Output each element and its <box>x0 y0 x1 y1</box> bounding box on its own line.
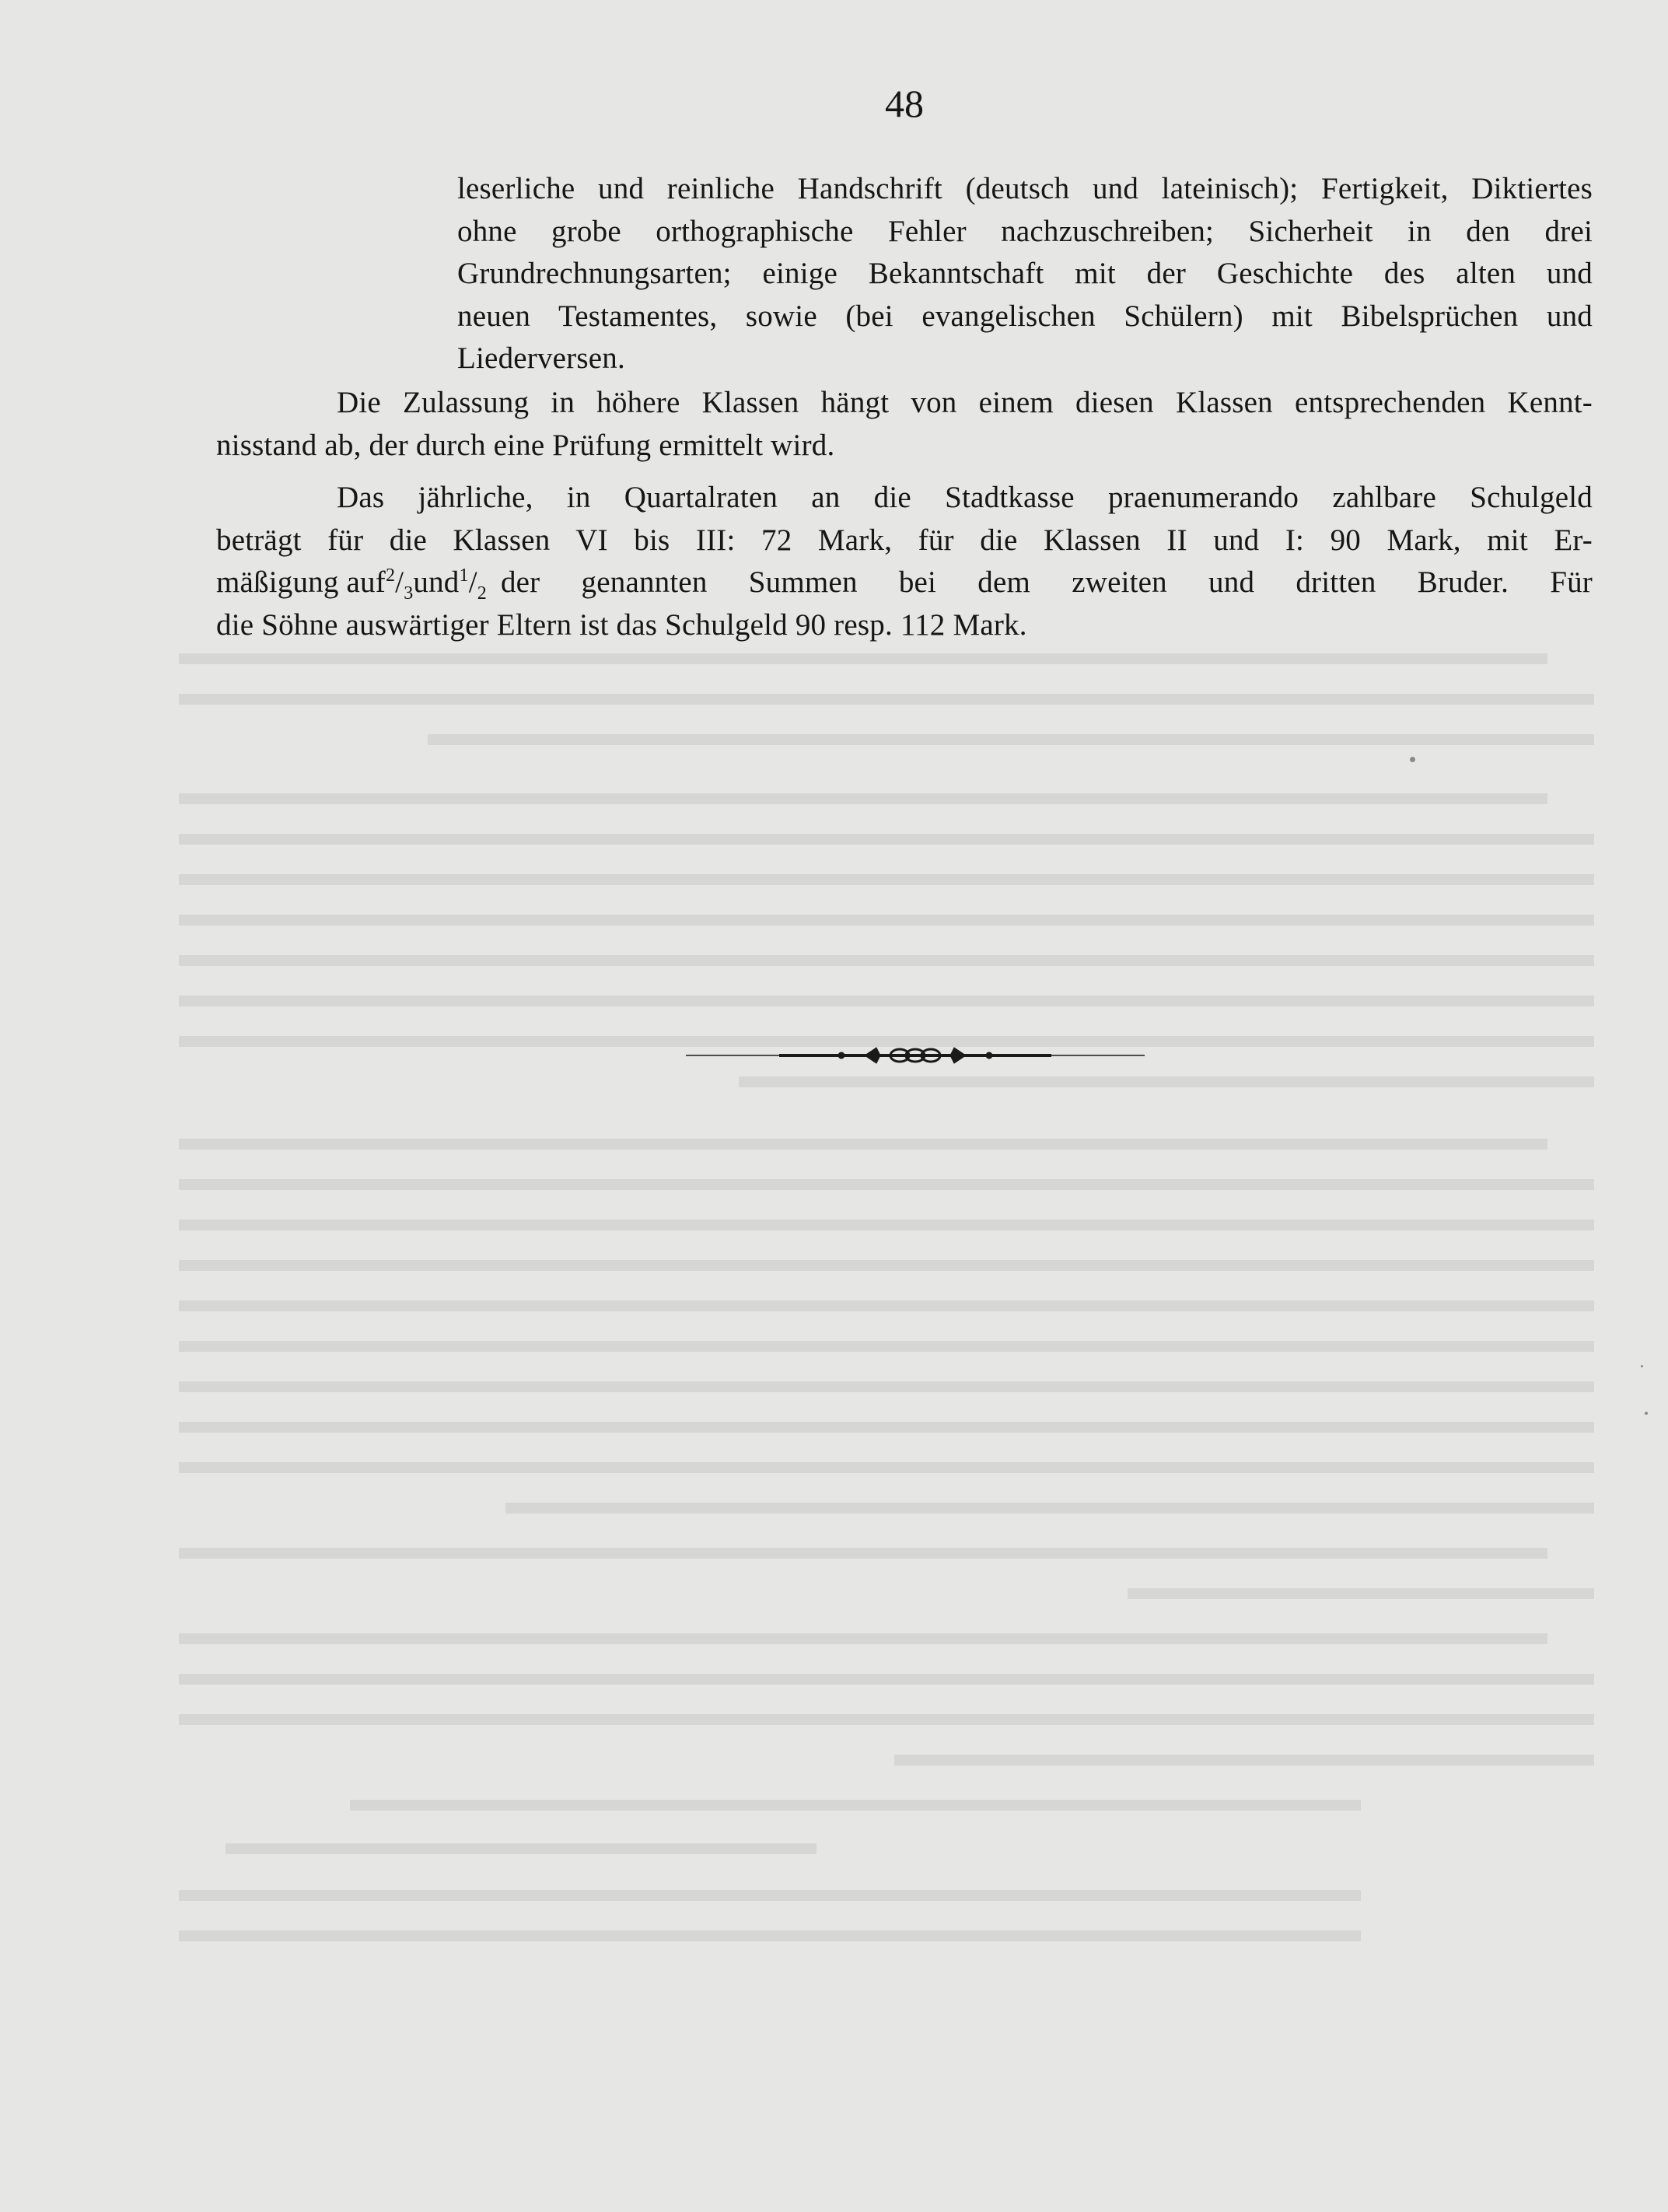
dust-speck <box>1645 1412 1648 1415</box>
dust-speck <box>1410 757 1415 762</box>
page-number: 48 <box>885 82 924 125</box>
dust-speck <box>1641 1365 1643 1367</box>
line-text: neuen Testamentes, sowie (bei evangelischen Schülern) mit Bibelsprüchen und <box>457 299 1593 333</box>
line-text: und <box>413 565 460 599</box>
paragraph-line <box>457 211 1593 254</box>
paragraph-line <box>457 296 1593 338</box>
paragraph-entrance-requirements <box>457 168 1593 375</box>
paragraph-line <box>216 425 1593 467</box>
bleed-through-texture <box>163 646 1594 2007</box>
line-text: beträgt für die Klassen VI bis III: 72 Mark, für die Klassen II und I: 90 Mark, mit Er- <box>216 523 1593 557</box>
fraction-numerator: 2 <box>385 565 396 586</box>
fraction-denominator: 3 <box>404 583 414 604</box>
paragraph-admission-higher-classes <box>216 382 1593 467</box>
line-text: leserliche und reinliche Handschrift (deutsch und lateinisch); Fertigkeit, Diktiertes <box>457 172 1593 205</box>
paragraph-line <box>216 520 1593 562</box>
paragraph-school-fees <box>216 477 1593 646</box>
fraction-one-half: $^1/_2$ <box>459 565 487 604</box>
fraction-numerator: 1 <box>459 565 469 586</box>
bleed-through-lines <box>163 646 1594 2007</box>
paragraph-line <box>216 604 1593 647</box>
line-text: Grundrechnungsarten; einige Bekanntschaft mit der Geschichte des alten und <box>457 257 1593 290</box>
line-text: ohne grobe orthographische Fehler nachzuschreiben; Sicherheit in den drei <box>457 214 1593 248</box>
paragraph-line <box>457 253 1593 296</box>
fraction-two-thirds: $^2/_3$ <box>385 565 414 604</box>
line-text: nisstand ab, der durch eine Prüfung ermittelt wird. <box>216 428 835 462</box>
line-text: Liederversen. <box>457 341 625 375</box>
line-text: die Söhne auswärtiger Eltern ist das Schulgeld 90 resp. 112 Mark. <box>216 607 1027 642</box>
paragraph-line <box>457 168 1593 211</box>
ornamental-rule-icon <box>686 1044 1145 1067</box>
fraction-denominator: 2 <box>477 583 487 604</box>
paragraph-line-fractions <box>216 562 1593 604</box>
line-text: Die Zulassung in höhere Klassen hängt von einem diesen Klassen entsprechenden Kennt- <box>337 386 1593 419</box>
paragraph-line <box>216 477 1593 520</box>
line-text: Das jährliche, in Quartalraten an die Stadtkasse praenumerando zahlbare Schulgeld <box>337 481 1593 514</box>
line-text: der genannten Summen bei dem zweiten und dritten Bruder. Für <box>500 565 1593 599</box>
paragraph-line <box>457 338 1593 380</box>
paragraph-line <box>216 382 1593 425</box>
line-text: mäßigung auf <box>216 565 386 599</box>
